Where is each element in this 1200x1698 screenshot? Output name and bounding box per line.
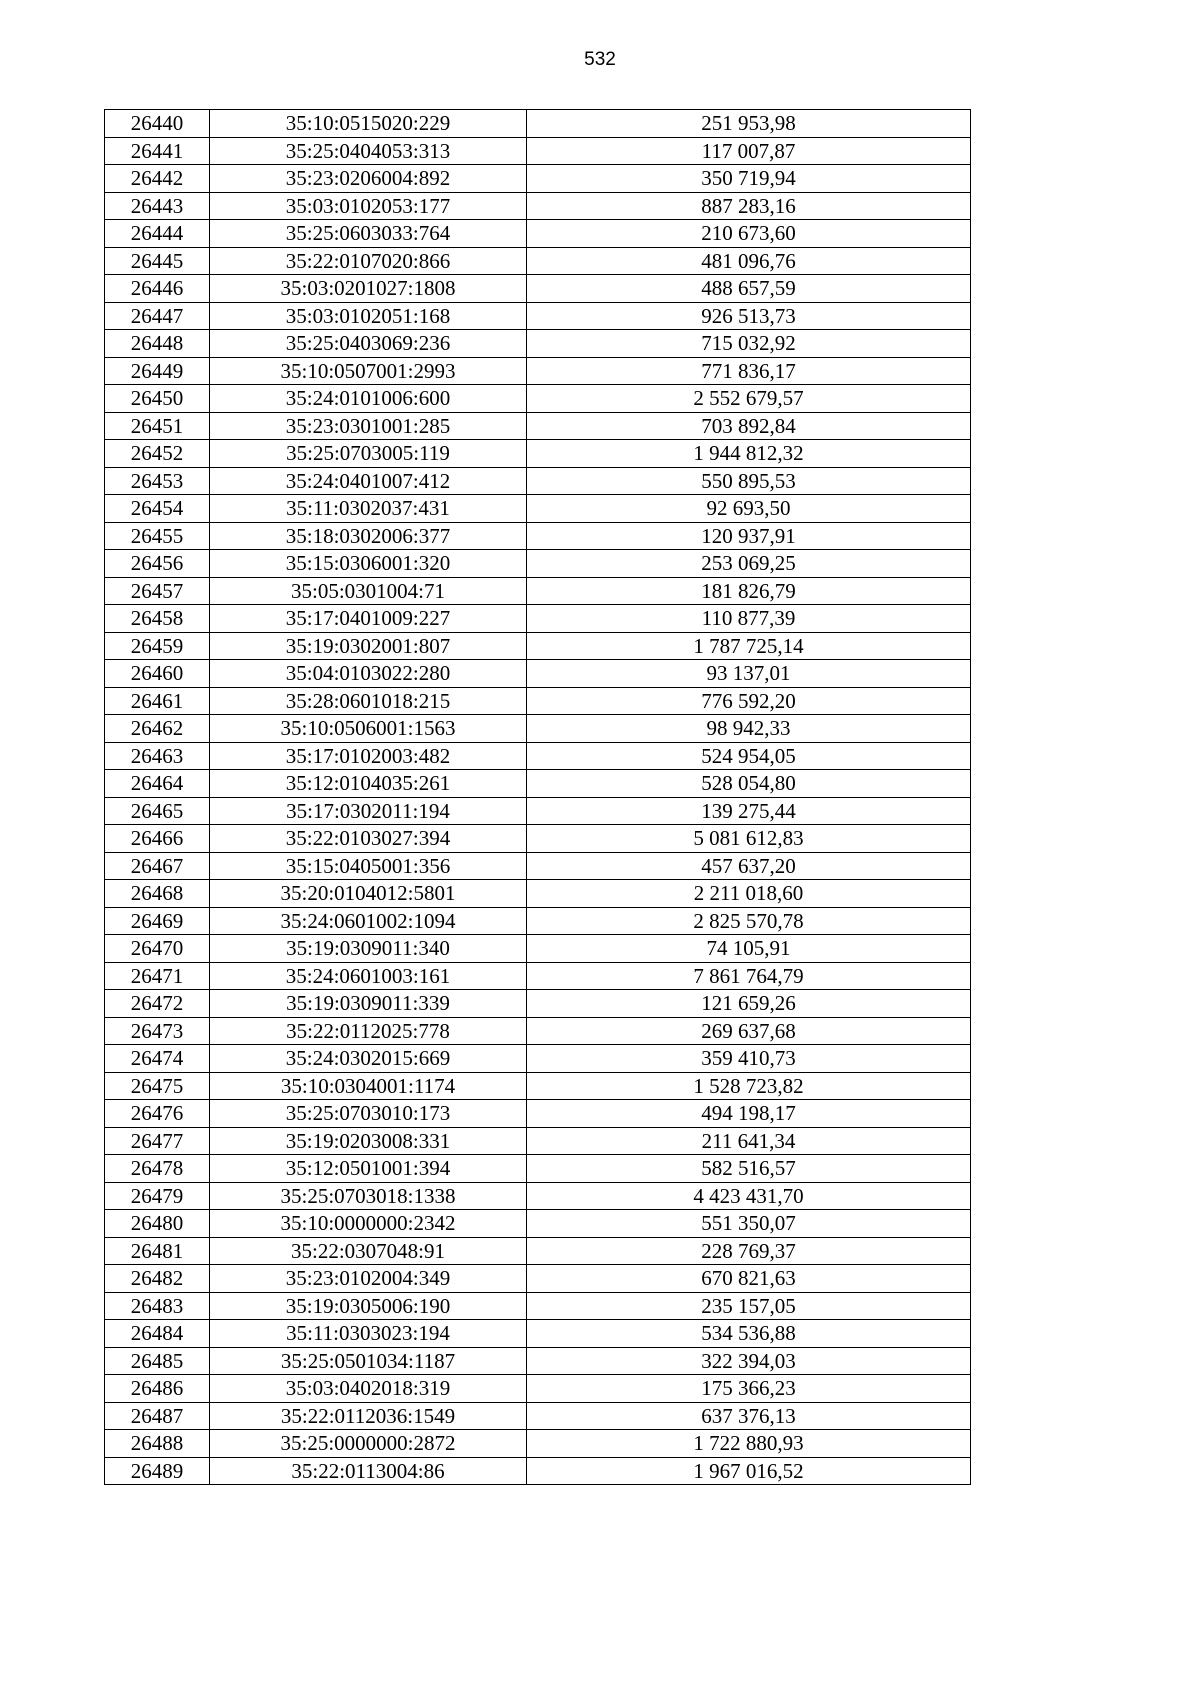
cadastral-number-cell: 35:23:0301001:285 <box>210 412 527 440</box>
row-number-cell: 26474 <box>105 1045 210 1073</box>
row-number-cell: 26443 <box>105 192 210 220</box>
value-cell: 5 081 612,83 <box>527 825 971 853</box>
cadastral-number-cell: 35:19:0203008:331 <box>210 1127 527 1155</box>
table-row <box>105 357 971 385</box>
cadastral-number-cell: 35:10:0304001:1174 <box>210 1072 527 1100</box>
value-cell: 551 350,07 <box>527 1210 971 1238</box>
cadastral-number-cell: 35:22:0113004:86 <box>210 1457 527 1485</box>
table-row <box>105 1265 971 1293</box>
cadastral-number-cell: 35:10:0506001:1563 <box>210 715 527 743</box>
cadastral-number-cell: 35:05:0301004:71 <box>210 577 527 605</box>
row-number-cell: 26465 <box>105 797 210 825</box>
table-row <box>105 990 971 1018</box>
cadastral-number-cell: 35:25:0501034:1187 <box>210 1347 527 1375</box>
value-cell: 253 069,25 <box>527 550 971 578</box>
table-row <box>105 302 971 330</box>
cadastral-number-cell: 35:24:0601003:161 <box>210 962 527 990</box>
value-cell: 703 892,84 <box>527 412 971 440</box>
cadastral-number-cell: 35:03:0402018:319 <box>210 1375 527 1403</box>
row-number-cell: 26440 <box>105 110 210 138</box>
table-row <box>105 192 971 220</box>
value-cell: 235 157,05 <box>527 1292 971 1320</box>
value-cell: 98 942,33 <box>527 715 971 743</box>
row-number-cell: 26483 <box>105 1292 210 1320</box>
cadastral-number-cell: 35:18:0302006:377 <box>210 522 527 550</box>
cadastral-number-cell: 35:22:0103027:394 <box>210 825 527 853</box>
value-cell: 534 536,88 <box>527 1320 971 1348</box>
row-number-cell: 26447 <box>105 302 210 330</box>
value-cell: 4 423 431,70 <box>527 1182 971 1210</box>
cadastral-number-cell: 35:22:0112036:1549 <box>210 1402 527 1430</box>
cadastral-number-cell: 35:24:0302015:669 <box>210 1045 527 1073</box>
row-number-cell: 26448 <box>105 330 210 358</box>
value-cell: 74 105,91 <box>527 935 971 963</box>
cadastral-number-cell: 35:24:0101006:600 <box>210 385 527 413</box>
cadastral-number-cell: 35:22:0107020:866 <box>210 247 527 275</box>
row-number-cell: 26451 <box>105 412 210 440</box>
cadastral-number-cell: 35:10:0507001:2993 <box>210 357 527 385</box>
cadastral-number-cell: 35:03:0102053:177 <box>210 192 527 220</box>
cadastral-number-cell: 35:15:0405001:356 <box>210 852 527 880</box>
row-number-cell: 26472 <box>105 990 210 1018</box>
cadastral-number-cell: 35:19:0309011:339 <box>210 990 527 1018</box>
cadastral-number-cell: 35:19:0309011:340 <box>210 935 527 963</box>
value-cell: 93 137,01 <box>527 660 971 688</box>
row-number-cell: 26477 <box>105 1127 210 1155</box>
table-row <box>105 605 971 633</box>
cadastral-number-cell: 35:12:0104035:261 <box>210 770 527 798</box>
table-row <box>105 1430 971 1458</box>
value-cell: 210 673,60 <box>527 220 971 248</box>
value-cell: 211 641,34 <box>527 1127 971 1155</box>
cadastral-number-cell: 35:11:0302037:431 <box>210 495 527 523</box>
row-number-cell: 26458 <box>105 605 210 633</box>
value-cell: 92 693,50 <box>527 495 971 523</box>
cadastral-number-cell: 35:22:0112025:778 <box>210 1017 527 1045</box>
row-number-cell: 26463 <box>105 742 210 770</box>
cadastral-number-cell: 35:24:0401007:412 <box>210 467 527 495</box>
table-row <box>105 1402 971 1430</box>
cadastral-number-cell: 35:19:0302001:807 <box>210 632 527 660</box>
cadastral-number-cell: 35:22:0307048:91 <box>210 1237 527 1265</box>
row-number-cell: 26464 <box>105 770 210 798</box>
row-number-cell: 26462 <box>105 715 210 743</box>
table-row <box>105 467 971 495</box>
table-row <box>105 852 971 880</box>
value-cell: 322 394,03 <box>527 1347 971 1375</box>
value-cell: 1 722 880,93 <box>527 1430 971 1458</box>
row-number-cell: 26445 <box>105 247 210 275</box>
table-row <box>105 522 971 550</box>
value-cell: 120 937,91 <box>527 522 971 550</box>
value-cell: 251 953,98 <box>527 110 971 138</box>
row-number-cell: 26479 <box>105 1182 210 1210</box>
row-number-cell: 26455 <box>105 522 210 550</box>
cadastral-number-cell: 35:12:0501001:394 <box>210 1155 527 1183</box>
value-cell: 139 275,44 <box>527 797 971 825</box>
row-number-cell: 26450 <box>105 385 210 413</box>
cadastral-number-cell: 35:17:0302011:194 <box>210 797 527 825</box>
table-row <box>105 1292 971 1320</box>
cadastral-number-cell: 35:10:0000000:2342 <box>210 1210 527 1238</box>
cadastral-number-cell: 35:15:0306001:320 <box>210 550 527 578</box>
value-cell: 528 054,80 <box>527 770 971 798</box>
value-cell: 524 954,05 <box>527 742 971 770</box>
cadastral-number-cell: 35:25:0000000:2872 <box>210 1430 527 1458</box>
row-number-cell: 26489 <box>105 1457 210 1485</box>
table-row <box>105 1210 971 1238</box>
value-cell: 926 513,73 <box>527 302 971 330</box>
value-cell: 776 592,20 <box>527 687 971 715</box>
cadastral-number-cell: 35:17:0401009:227 <box>210 605 527 633</box>
cadastral-number-cell: 35:03:0102051:168 <box>210 302 527 330</box>
table-row <box>105 1127 971 1155</box>
table-row <box>105 660 971 688</box>
cadastral-number-cell: 35:23:0102004:349 <box>210 1265 527 1293</box>
table-row <box>105 1017 971 1045</box>
table-row <box>105 495 971 523</box>
table-row <box>105 385 971 413</box>
value-cell: 550 895,53 <box>527 467 971 495</box>
cadastral-number-cell: 35:23:0206004:892 <box>210 165 527 193</box>
value-cell: 1 967 016,52 <box>527 1457 971 1485</box>
value-cell: 350 719,94 <box>527 165 971 193</box>
table-row <box>105 632 971 660</box>
value-cell: 2 211 018,60 <box>527 880 971 908</box>
table-row <box>105 1100 971 1128</box>
page-number: 532 <box>584 49 616 70</box>
row-number-cell: 26487 <box>105 1402 210 1430</box>
cadastral-number-cell: 35:03:0201027:1808 <box>210 275 527 303</box>
table-row <box>105 275 971 303</box>
table-row <box>105 550 971 578</box>
value-cell: 175 366,23 <box>527 1375 971 1403</box>
table-row <box>105 440 971 468</box>
row-number-cell: 26456 <box>105 550 210 578</box>
row-number-cell: 26486 <box>105 1375 210 1403</box>
value-cell: 481 096,76 <box>527 247 971 275</box>
value-cell: 121 659,26 <box>527 990 971 1018</box>
table-row <box>105 1347 971 1375</box>
row-number-cell: 26457 <box>105 577 210 605</box>
row-number-cell: 26470 <box>105 935 210 963</box>
value-cell: 228 769,37 <box>527 1237 971 1265</box>
row-number-cell: 26442 <box>105 165 210 193</box>
row-number-cell: 26476 <box>105 1100 210 1128</box>
cadastral-number-cell: 35:25:0603033:764 <box>210 220 527 248</box>
table-row <box>105 1155 971 1183</box>
table-row <box>105 907 971 935</box>
cadastral-number-cell: 35:28:0601018:215 <box>210 687 527 715</box>
value-cell: 269 637,68 <box>527 1017 971 1045</box>
table-row <box>105 1237 971 1265</box>
value-cell: 670 821,63 <box>527 1265 971 1293</box>
row-number-cell: 26459 <box>105 632 210 660</box>
table-row <box>105 880 971 908</box>
row-number-cell: 26468 <box>105 880 210 908</box>
value-cell: 117 007,87 <box>527 137 971 165</box>
row-number-cell: 26469 <box>105 907 210 935</box>
cadastral-number-cell: 35:25:0703005:119 <box>210 440 527 468</box>
row-number-cell: 26478 <box>105 1155 210 1183</box>
row-number-cell: 26482 <box>105 1265 210 1293</box>
table-body <box>105 110 971 1485</box>
row-number-cell: 26449 <box>105 357 210 385</box>
cadastral-number-cell: 35:04:0103022:280 <box>210 660 527 688</box>
table-row <box>105 1182 971 1210</box>
value-cell: 887 283,16 <box>527 192 971 220</box>
value-cell: 457 637,20 <box>527 852 971 880</box>
cadastral-number-cell: 35:25:0703018:1338 <box>210 1182 527 1210</box>
row-number-cell: 26446 <box>105 275 210 303</box>
cadastral-number-cell: 35:19:0305006:190 <box>210 1292 527 1320</box>
cadastral-number-cell: 35:25:0404053:313 <box>210 137 527 165</box>
value-cell: 488 657,59 <box>527 275 971 303</box>
row-number-cell: 26484 <box>105 1320 210 1348</box>
value-cell: 1 787 725,14 <box>527 632 971 660</box>
cadastral-number-cell: 35:20:0104012:5801 <box>210 880 527 908</box>
row-number-cell: 26488 <box>105 1430 210 1458</box>
row-number-cell: 26467 <box>105 852 210 880</box>
row-number-cell: 26475 <box>105 1072 210 1100</box>
row-number-cell: 26453 <box>105 467 210 495</box>
table-row <box>105 770 971 798</box>
table-row <box>105 110 971 138</box>
table-row <box>105 220 971 248</box>
value-cell: 715 032,92 <box>527 330 971 358</box>
registry-table <box>104 109 971 1485</box>
row-number-cell: 26473 <box>105 1017 210 1045</box>
value-cell: 582 516,57 <box>527 1155 971 1183</box>
cadastral-number-cell: 35:17:0102003:482 <box>210 742 527 770</box>
row-number-cell: 26461 <box>105 687 210 715</box>
table-row <box>105 715 971 743</box>
value-cell: 494 198,17 <box>527 1100 971 1128</box>
table-row <box>105 935 971 963</box>
table-row <box>105 1320 971 1348</box>
table-row <box>105 137 971 165</box>
value-cell: 181 826,79 <box>527 577 971 605</box>
value-cell: 359 410,73 <box>527 1045 971 1073</box>
value-cell: 2 552 679,57 <box>527 385 971 413</box>
table-row <box>105 1072 971 1100</box>
value-cell: 110 877,39 <box>527 605 971 633</box>
cadastral-number-cell: 35:25:0403069:236 <box>210 330 527 358</box>
cadastral-number-cell: 35:11:0303023:194 <box>210 1320 527 1348</box>
row-number-cell: 26471 <box>105 962 210 990</box>
table-row <box>105 1045 971 1073</box>
table-row <box>105 577 971 605</box>
cadastral-number-cell: 35:24:0601002:1094 <box>210 907 527 935</box>
cadastral-number-cell: 35:10:0515020:229 <box>210 110 527 138</box>
row-number-cell: 26454 <box>105 495 210 523</box>
row-number-cell: 26460 <box>105 660 210 688</box>
table-row <box>105 1375 971 1403</box>
row-number-cell: 26441 <box>105 137 210 165</box>
table-row <box>105 797 971 825</box>
row-number-cell: 26480 <box>105 1210 210 1238</box>
row-number-cell: 26444 <box>105 220 210 248</box>
value-cell: 771 836,17 <box>527 357 971 385</box>
table-row <box>105 742 971 770</box>
row-number-cell: 26452 <box>105 440 210 468</box>
value-cell: 1 528 723,82 <box>527 1072 971 1100</box>
table-row <box>105 1457 971 1485</box>
row-number-cell: 26466 <box>105 825 210 853</box>
table-row <box>105 687 971 715</box>
row-number-cell: 26481 <box>105 1237 210 1265</box>
table-row <box>105 330 971 358</box>
value-cell: 1 944 812,32 <box>527 440 971 468</box>
value-cell: 637 376,13 <box>527 1402 971 1430</box>
table-row <box>105 825 971 853</box>
table-row <box>105 247 971 275</box>
value-cell: 7 861 764,79 <box>527 962 971 990</box>
table-row <box>105 165 971 193</box>
table-row <box>105 412 971 440</box>
value-cell: 2 825 570,78 <box>527 907 971 935</box>
row-number-cell: 26485 <box>105 1347 210 1375</box>
table-row <box>105 962 971 990</box>
cadastral-number-cell: 35:25:0703010:173 <box>210 1100 527 1128</box>
